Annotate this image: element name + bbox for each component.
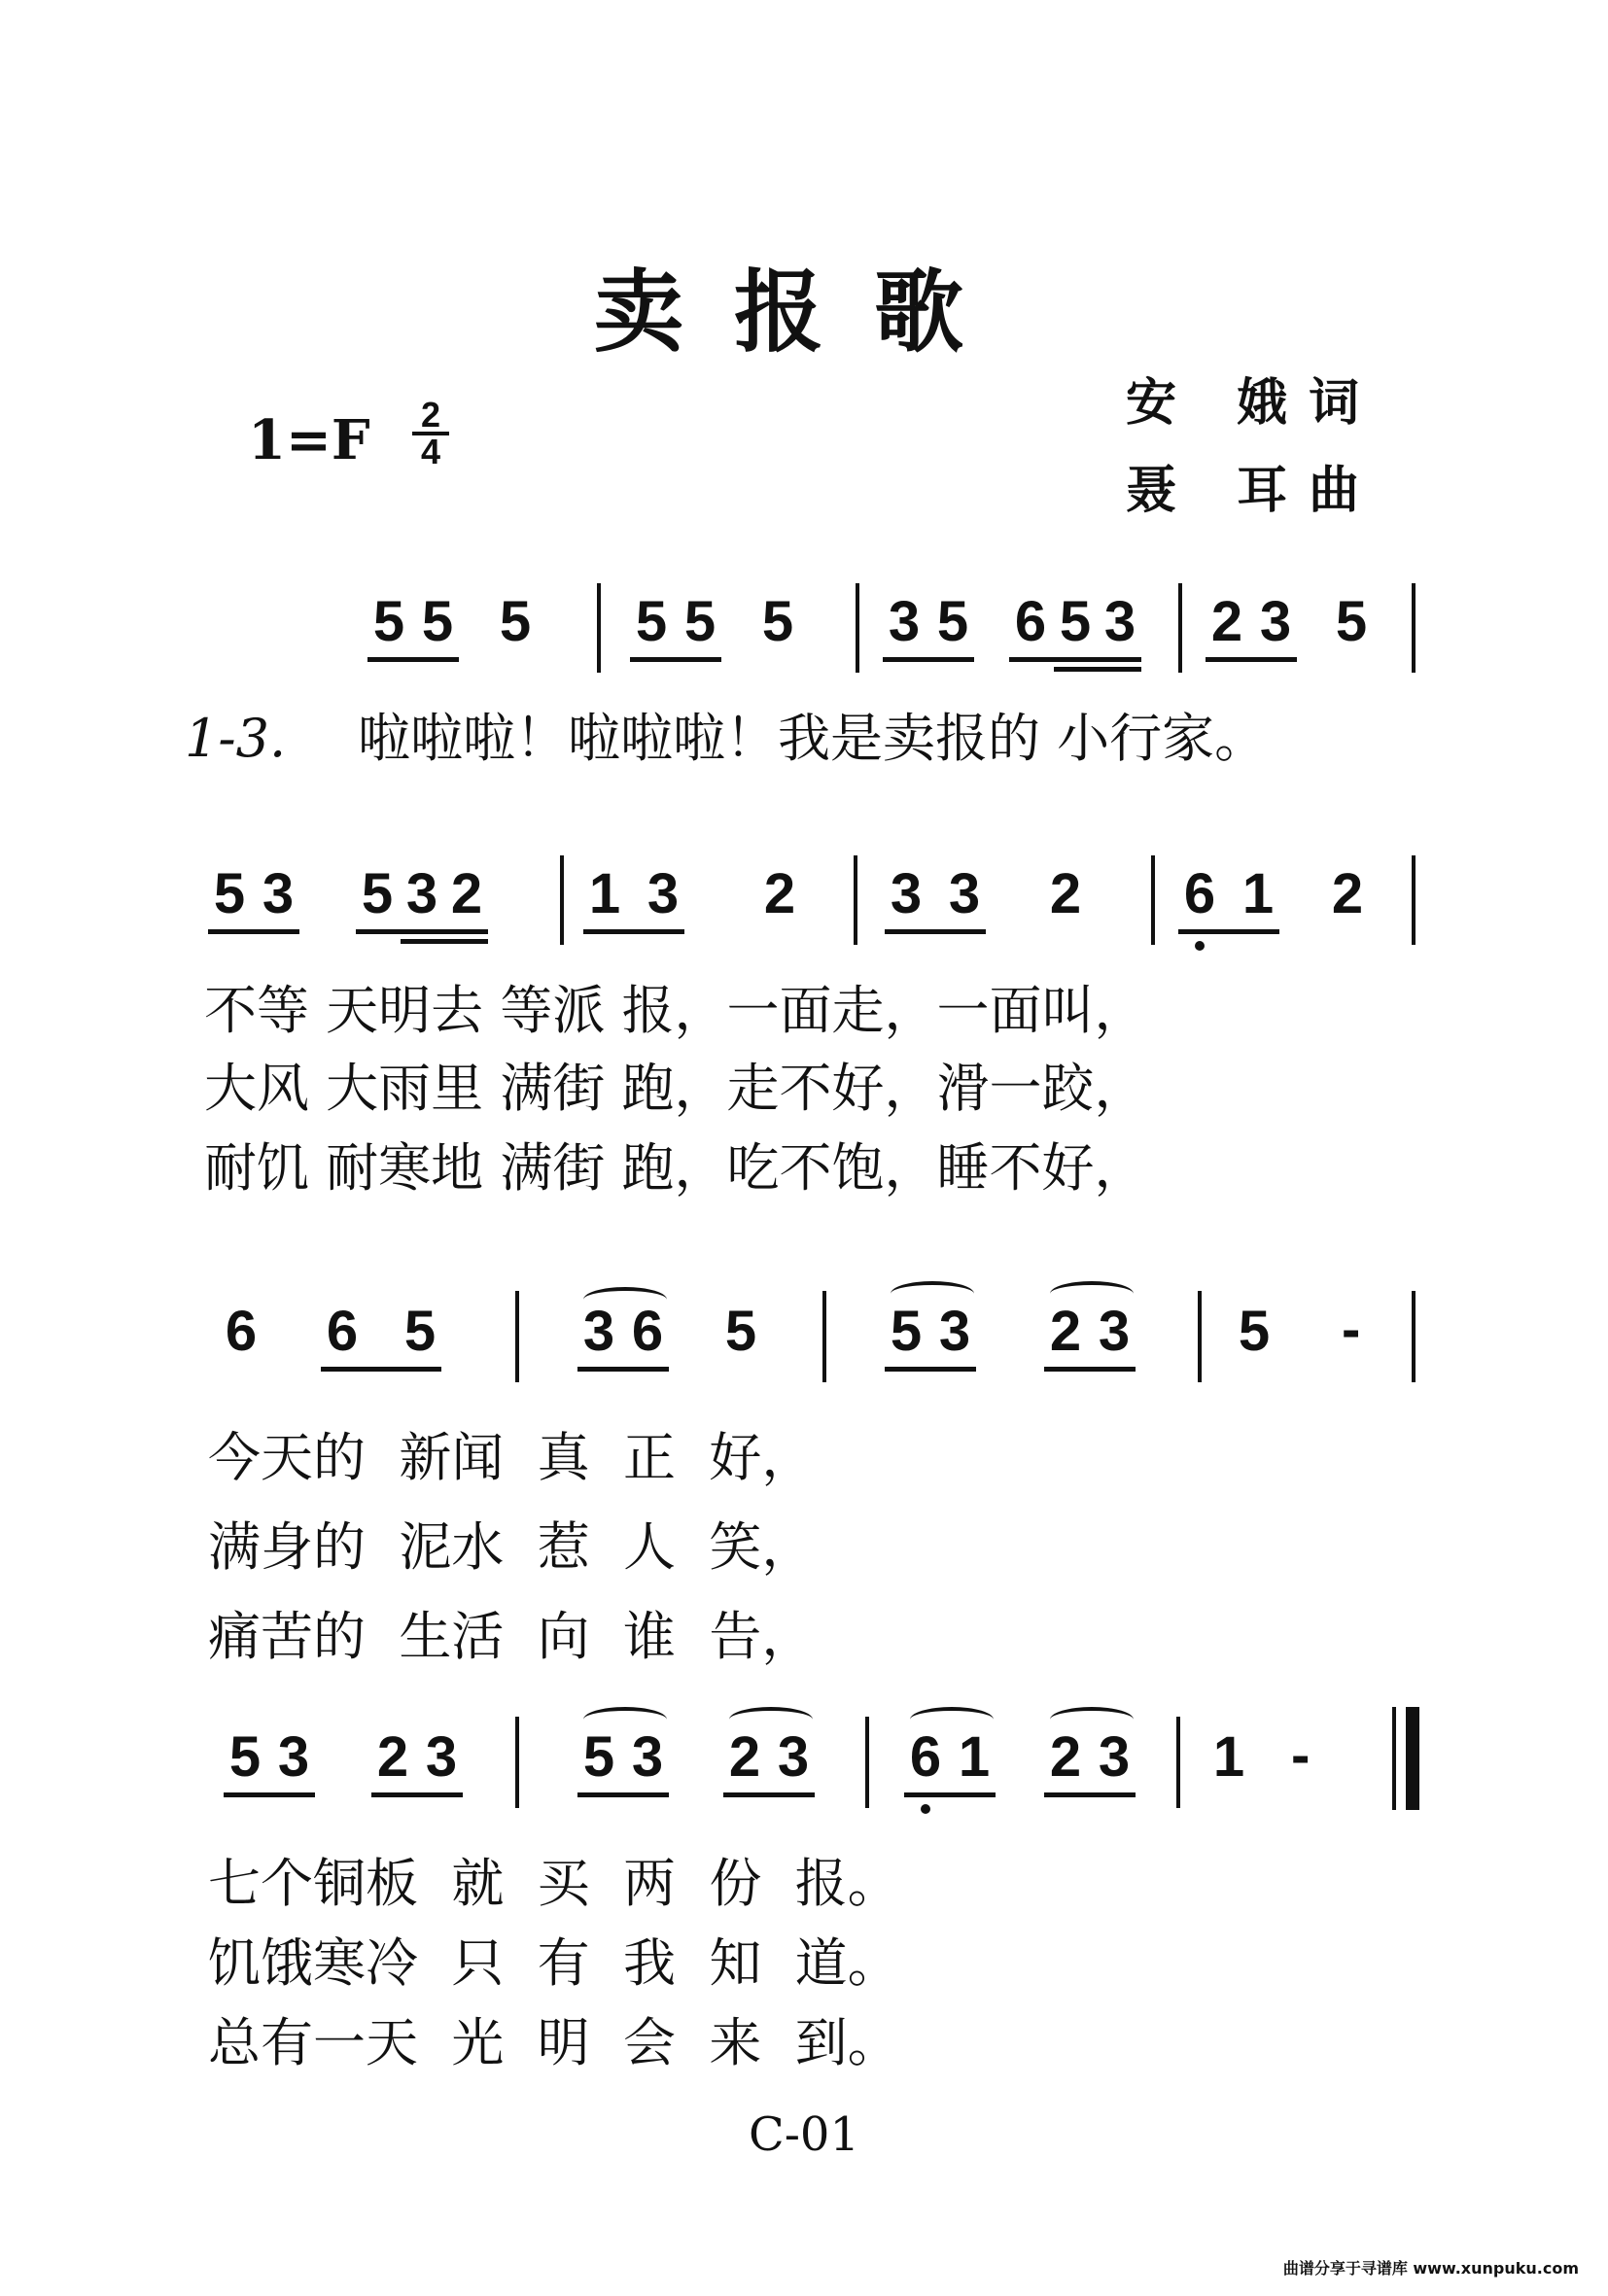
eighth-beam [321,1367,441,1372]
note: 3 [1103,590,1136,653]
sixteenth-beam [1054,667,1141,672]
note: 1 [1241,862,1275,925]
note: 3 [777,1725,810,1789]
barline [854,855,857,945]
note: 1 [588,862,621,925]
note: 3 [1098,1300,1131,1363]
note: 5 [1335,590,1368,653]
lyric-line: 今天的 新闻 真 正 好， [208,1427,815,1488]
barline [1198,1291,1202,1382]
lyric-line: 啦啦啦！啦啦啦！我是卖报的 小行家。 [358,708,1268,769]
final-barline-thick [1406,1707,1419,1810]
eighth-beam [1044,1792,1136,1797]
barline [1412,583,1416,673]
composer-credit: 聂 耳曲 [1126,462,1381,520]
note: 3 [425,1725,458,1789]
watermark-text: 曲谱分享于寻谱库 www.xunpuku.com [1282,2259,1579,2278]
note: 5 [213,862,246,925]
barline [1151,855,1155,945]
eighth-beam [367,657,459,662]
key-signature: 1=F [248,408,370,472]
time-signature-bottom: 4 [420,432,441,471]
note: 5 [635,590,668,653]
barline [597,583,601,673]
note: 2 [450,862,483,925]
note: 2 [1210,590,1243,653]
note: 1 [958,1725,991,1789]
note: 3 [277,1725,310,1789]
eighth-beam [1178,929,1279,934]
eighth-beam [577,1367,669,1372]
page-label: C-01 [748,2107,860,2162]
note: 2 [1049,1300,1082,1363]
lyric-line: 满身的 泥水 惹 人 笑， [208,1516,815,1578]
note: 5 [761,590,794,653]
lyric-line: 大风 大雨里 满街 跑，走不好，滑一跤， [204,1058,1147,1119]
barline [1412,855,1416,945]
barline [822,1291,826,1382]
time-signature [406,395,455,471]
time-signature-top: 2 [420,395,441,435]
barline [856,583,859,673]
barline [1412,1291,1416,1382]
eighth-beam [1044,1367,1136,1372]
note: 2 [376,1725,409,1789]
eighth-beam [723,1792,815,1797]
note: 6 [909,1725,942,1789]
barline [515,1291,519,1382]
lower-octave-dot [921,1804,930,1814]
eighth-beam [1206,657,1297,662]
eighth-beam [1009,657,1141,662]
note: 5 [361,862,394,925]
eighth-beam [577,1792,669,1797]
note: 3 [647,862,680,925]
note: 3 [1098,1725,1131,1789]
note: 3 [262,862,295,925]
lyric-line: 痛苦的 生活 向 谁 告， [208,1606,815,1667]
verse-number: 1-3. [185,708,287,769]
eighth-beam [630,657,721,662]
barline [1176,1717,1180,1808]
song-title: 卖报歌 [593,260,1014,365]
note: 2 [763,862,796,925]
eighth-beam [885,929,986,934]
note: 5 [890,1300,923,1363]
note: 5 [1238,1300,1271,1363]
note: 3 [888,590,921,653]
lyric-line: 七个铜板 就 买 两 份 报。 [208,1853,900,1914]
duration-dash: - [1342,1298,1361,1361]
note: 6 [225,1300,258,1363]
note: 2 [1331,862,1364,925]
eighth-beam [356,929,488,934]
note: 3 [938,1300,971,1363]
eighth-beam [583,929,684,934]
note: 5 [372,590,405,653]
note: 5 [421,590,454,653]
eighth-beam [224,1792,315,1797]
eighth-beam [904,1792,996,1797]
eighth-beam [371,1792,463,1797]
note: 5 [499,590,532,653]
note: 3 [582,1300,615,1363]
note: 3 [631,1725,664,1789]
note: 5 [724,1300,757,1363]
duration-dash: - [1291,1723,1311,1787]
note: 5 [1059,590,1092,653]
barline [560,855,564,945]
note: 6 [631,1300,664,1363]
lyric-line: 总有一天 光 明 会 来 到。 [208,2012,900,2073]
note: 2 [1049,862,1082,925]
sixteenth-beam [401,939,488,944]
note: 3 [948,862,981,925]
note: 5 [403,1300,437,1363]
barline [515,1717,519,1808]
note: 2 [728,1725,761,1789]
eighth-beam [883,657,974,662]
note: 5 [582,1725,615,1789]
note: 6 [326,1300,359,1363]
note: 3 [405,862,438,925]
eighth-beam [885,1367,976,1372]
barline [1178,583,1182,673]
lyric-line: 耐饥 耐寒地 满街 跑，吃不饱，睡不好， [204,1137,1147,1199]
lyricist-credit: 安 娥词 [1126,374,1381,433]
lower-octave-dot [1195,941,1205,951]
lyric-line: 饥饿寒冷 只 有 我 知 道。 [208,1932,900,1994]
note: 5 [683,590,717,653]
note: 3 [1259,590,1292,653]
note: 5 [228,1725,262,1789]
note: 2 [1049,1725,1082,1789]
note: 6 [1014,590,1047,653]
final-barline-thin [1392,1707,1396,1810]
note: 6 [1183,862,1216,925]
note: 1 [1212,1725,1245,1789]
note: 5 [936,590,969,653]
lyric-line: 不等 天明去 等派 报，一面走，一面叫， [204,980,1147,1041]
barline [865,1717,869,1808]
note: 3 [890,862,923,925]
eighth-beam [208,929,299,934]
